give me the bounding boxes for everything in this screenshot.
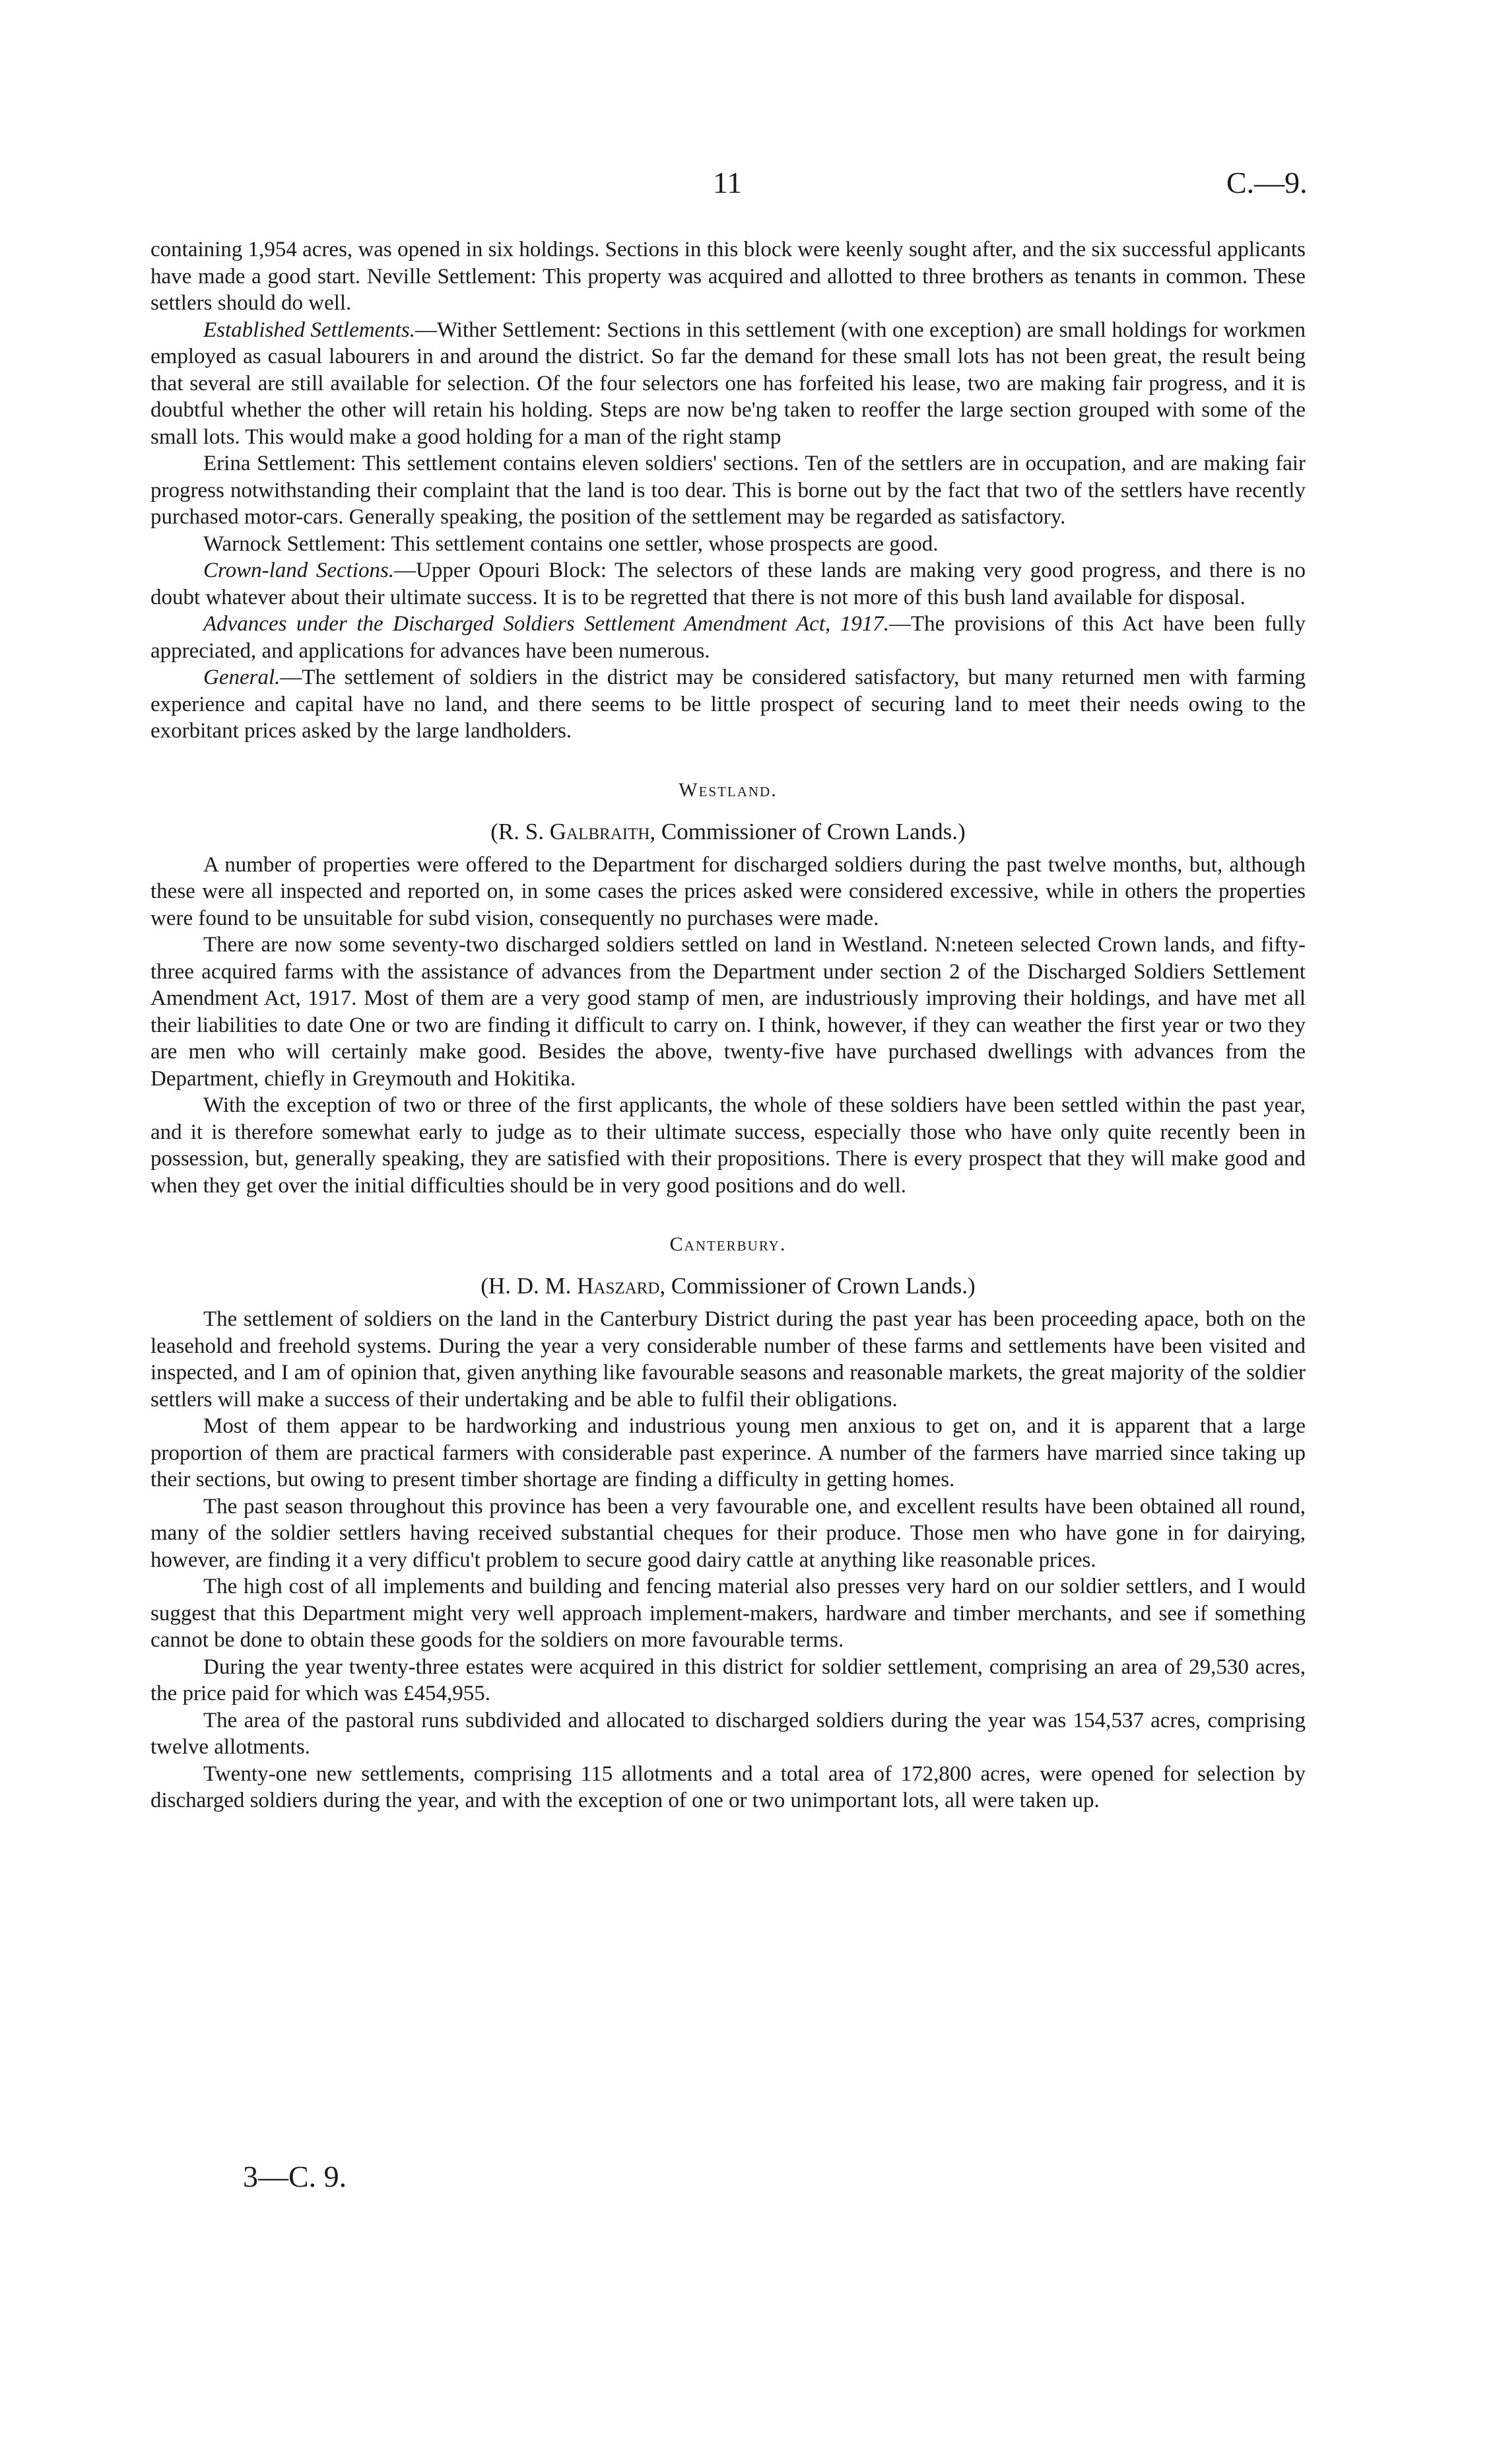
paragraph-text: —The provisions of this Act have been fully appreciated, and applications for advances have been numerous. [150,612,1306,663]
commissioner-name: Galbraith [549,818,650,844]
page-header [0,165,1497,205]
paragraph-text: —Upper Opouri Block: The selectors of these lands are making very good progress, and there is no doubt whatever about their ultimate success. It is to be regretted that there is not more of this bush land available for disposal. [150,559,1306,609]
document-body [150,236,1306,1814]
paragraph: The area of the pastoral runs subdivided and allocated to discharged soldiers during the year was 154,537 acres, comprising twelve allotments. [150,1708,1306,1759]
paragraph: containing 1,954 acres, was opened in six holdings. Sections in this block were keenly sought after, and the six successful applicants have made a good start. Neville Settlement: This property was acquired and allotted to three brothers as tenants in common. These settlers should do well. [150,238,1306,315]
paragraph: A number of properties were offered to the Department for discharged soldiers during the past twelve months, but, although these were all inspected and reported on, in some cases the prices asked were considered excessive, while in others the properties were found to be unsuitable for subd vision, consequently no purchases were made. [150,852,1306,930]
commissioner-suffix: , Commissioner of Crown Lands.) [649,818,966,844]
commissioner-line [150,1273,1306,1299]
paragraph: There are now some seventy-two discharged soldiers settled on land in Westland. N:neteen selected Crown lands, and fifty-three acquired farms with the assistance of advances from the Department under section 2 of the Discharged Soldiers Settlement Amendment Act, 1917. Most of them are a very good stamp of men, are industriously improving their holdings, and have met all their liabilities to date One or two are finding it difficult to carry on. I think, however, if they can weather the first year or two they are men who will certainly make good. Besides the above, twenty-five have purchased dwellings with advances from the Department, chiefly in Greymouth and Hokitika. [150,933,1306,1091]
paragraph: Twenty-one new settlements, comprising 115 allotments and a total area of 172,800 acres, were opened for selection by discharged soldiers during the year, and with the exception of one or two unimportant lots, all were taken up. [150,1762,1306,1812]
paragraph: With the exception of two or three of the first applicants, the whole of these soldiers have been settled within the past year, and it is therefore somewhat early to judge as to their ultimate success, especially those who have only quite recently been in possession, but, generally speaking, they are satisfied with their propositions. There is every prospect that they will make good and when they get over the initial difficulties should be in very good positions and do well. [150,1093,1306,1198]
paragraph: The high cost of all implements and building and fencing material also presses very hard on our soldier settlers, and I would suggest that this Department might very well approach implement-makers, hardware and timber merchants, and see if something cannot be done to obtain these goods for the soldiers on more favourable terms. [150,1575,1306,1652]
document-reference: C.—9. [1226,166,1308,199]
paragraph: Erina Settlement: This settlement contains eleven soldiers' sections. Ten of the settlers are in occupation, and are making fair progress notwithstanding their complaint that the land is too dear. This is borne out by the fact that two of the settlers have recently purchased motor-cars. Generally speaking, the position of the settlement may be regarded as satisfactory. [150,452,1306,529]
paragraph-text: —Wither Settlement: Sections in this settlement (with one exception) are small holdings for workmen employed as casual labourers in and around the district. So far the demand for these small lots has not been great, the result being that several are still available for selection. Of the four selectors one has forfeited his lease, two are making fair progress, and it is doubtful whether the other will retain his holding. Steps are now be'ng taken to reoffer the large section grouped with some of the small lots. This would make a good holding for a man of the right stamp [150,318,1306,449]
paragraph: During the year twenty-three estates were acquired in this district for soldier settlement, comprising an area of 29,530 acres, the price paid for which was £454,955. [150,1655,1306,1705]
paragraph [150,317,1306,451]
signature-mark: 3—C. 9. [243,2160,347,2193]
paragraph-text: —The settlement of soldiers in the district may be considered satisfactory, but many returned men with farming experience and capital have no land, and there seems to be little prospect of securing land to meet their needs owing to the exorbitant prices asked by the large landholders. [150,666,1306,743]
paragraph: The settlement of soldiers on the land in the Canterbury District during the past year has been proceeding apace, both on the leasehold and freehold systems. During the year a very considerable number of these farms and settlements have been visited and inspected, and I am of opinion that, given anything like favourable seasons and reasonable markets, the great majority of the soldier settlers will make a success of their undertaking and be able to fulfil their obligations. [150,1307,1306,1412]
paragraph-lead: General. [203,666,281,689]
paragraph [150,557,1306,611]
paragraph: The past season throughout this province has been a very favourable one, and excellent results have been obtained all round, many of the soldier settlers having received substantial cheques for their produce. Those men who have gone in for dairying, however, are finding it a very difficu't problem to secure good dairy cattle at anything like reasonable prices. [150,1494,1306,1572]
commissioner-prefix: (H. D. M. [481,1273,578,1299]
paragraph-lead: Crown-land Sections. [203,559,395,582]
commissioner-suffix: , Commissioner of Crown Lands.) [659,1273,976,1299]
paragraph [150,611,1306,664]
paragraph: Warnock Settlement: This settlement contains one settler, whose prospects are good. [203,531,939,556]
commissioner-line [150,819,1306,845]
paragraph: Most of them appear to be hardworking and industrious young men anxious to get on, and it is apparent that a large proportion of them are practical farmers with considerable past experince. A number of the farmers have married since taking up their sections, but owing to present timber shortage are finding a difficulty in getting homes. [150,1414,1306,1491]
commissioner-prefix: (R. S. [490,818,550,844]
commissioner-name: Haszard [577,1273,660,1299]
paragraph [150,664,1306,745]
paragraph-lead: Advances under the Discharged Soldiers Settlement Amendment Act, 1917. [203,612,889,636]
section-heading-westland: Westland. [679,778,778,801]
paragraph-lead: Established Settlements. [203,318,415,342]
section-heading-canterbury: Canterbury. [669,1233,787,1255]
page-number: 11 [713,166,743,199]
